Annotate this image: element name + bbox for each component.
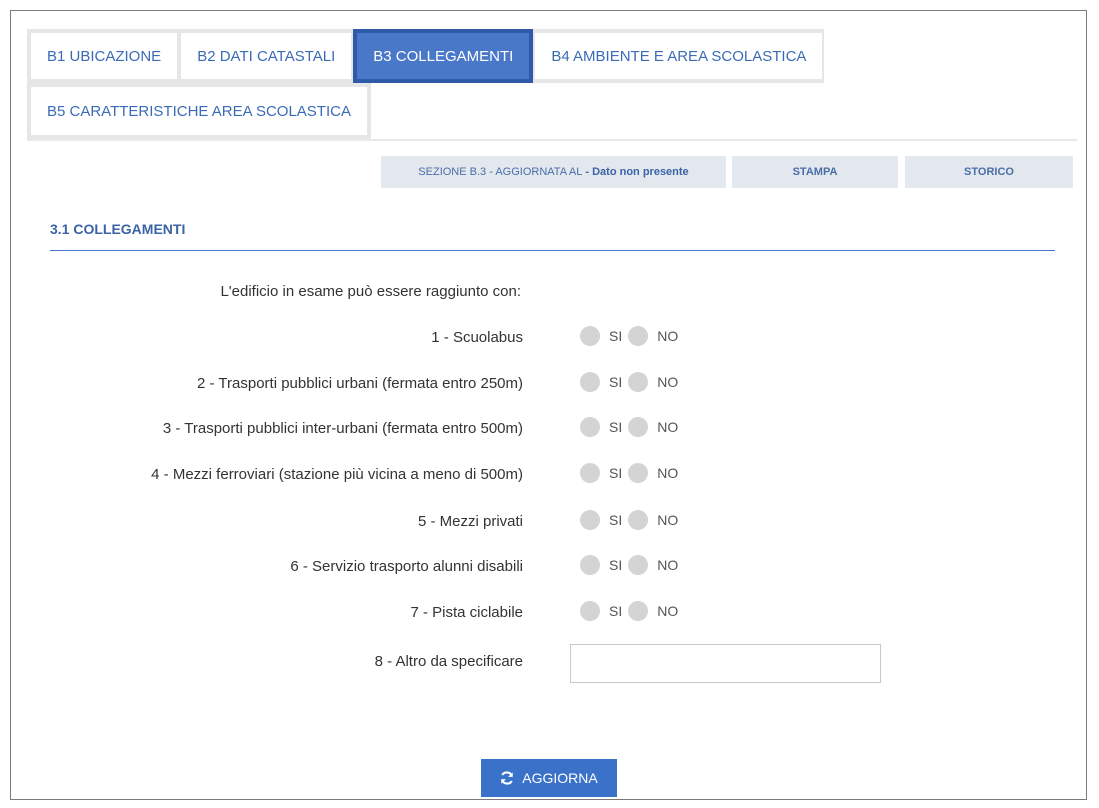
no-label: NO: [657, 419, 679, 435]
question-label: 4 - Mezzi ferroviari (stazione più vicina a meno di 500m): [151, 466, 523, 483]
yes-no-radio-group: [580, 417, 684, 437]
no-label: NO: [657, 512, 679, 528]
question-label: 2 - Trasporti pubblici urbani (fermata entro 250m): [197, 375, 523, 392]
tab-row-1: [27, 29, 1077, 83]
question-row: [11, 552, 1088, 582]
section-divider: [50, 250, 1055, 251]
question-intro: L'edificio in esame può essere raggiunto con:: [220, 283, 521, 300]
section-update-status: [381, 156, 726, 188]
question-row: [11, 414, 1088, 444]
no-radio[interactable]: [628, 372, 648, 392]
yes-radio[interactable]: [580, 417, 600, 437]
yes-radio[interactable]: [580, 510, 600, 530]
other-row: [11, 647, 1088, 677]
other-label: 8 - Altro da specificare: [374, 653, 523, 670]
yes-radio[interactable]: [580, 601, 600, 621]
no-radio[interactable]: [628, 417, 648, 437]
yes-label: SI: [609, 557, 623, 573]
no-radio[interactable]: [628, 510, 648, 530]
no-label: NO: [657, 465, 679, 481]
yes-no-radio-group: [580, 463, 684, 483]
yes-label: SI: [609, 512, 623, 528]
yes-no-radio-group: [580, 372, 684, 392]
update-button-label: AGGIORNA: [522, 770, 598, 786]
tab-row-2: [27, 83, 1077, 139]
question-row: [11, 507, 1088, 537]
yes-radio[interactable]: [580, 372, 600, 392]
no-label: NO: [657, 328, 679, 344]
no-radio[interactable]: [628, 463, 648, 483]
question-label: 1 - Scuolabus: [431, 329, 523, 346]
yes-label: SI: [609, 465, 623, 481]
no-label: NO: [657, 374, 679, 390]
tab-bar: [27, 29, 1077, 139]
section-update-value: - Dato non presente: [585, 166, 689, 178]
yes-label: SI: [609, 603, 623, 619]
yes-radio[interactable]: [580, 463, 600, 483]
yes-label: SI: [609, 374, 623, 390]
yes-no-radio-group: [580, 510, 684, 530]
no-radio[interactable]: [628, 555, 648, 575]
tab-b3-collegamenti[interactable]: B3 COLLEGAMENTI: [353, 29, 533, 83]
no-radio[interactable]: [628, 326, 648, 346]
question-label: 3 - Trasporti pubblici inter-urbani (fermata entro 500m): [162, 420, 523, 437]
history-button[interactable]: STORICO: [905, 156, 1073, 188]
no-label: NO: [657, 557, 679, 573]
section-update-prefix: SEZIONE B.3 - AGGIORNATA AL: [418, 166, 583, 178]
question-row: [11, 323, 1088, 353]
no-label: NO: [657, 603, 679, 619]
yes-radio[interactable]: [580, 326, 600, 346]
tab-b4-ambiente-area-scolastica[interactable]: B4 AMBIENTE E AREA SCOLASTICA: [533, 29, 824, 83]
question-label: 5 - Mezzi privati: [417, 513, 523, 530]
yes-no-radio-group: [580, 555, 684, 575]
update-button[interactable]: [481, 759, 617, 797]
yes-radio[interactable]: [580, 555, 600, 575]
yes-label: SI: [609, 419, 623, 435]
tab-b5-caratteristiche-area-scolastica[interactable]: B5 CARATTERISTICHE AREA SCOLASTICA: [27, 83, 371, 139]
yes-no-radio-group: [580, 326, 684, 346]
yes-label: SI: [609, 328, 623, 344]
other-specify-input[interactable]: [570, 644, 881, 683]
question-label: 6 - Servizio trasporto alunni disabili: [290, 558, 523, 575]
tab-b1-ubicazione[interactable]: B1 UBICAZIONE: [27, 29, 179, 83]
tab-b2-dati-catastali[interactable]: B2 DATI CATASTALI: [179, 29, 353, 83]
question-label: 7 - Pista ciclabile: [410, 604, 523, 621]
question-row: [11, 598, 1088, 628]
tabs-divider: [27, 139, 1077, 141]
yes-no-radio-group: [580, 601, 684, 621]
page-frame: [10, 10, 1087, 800]
question-row: [11, 460, 1088, 490]
question-row: [11, 369, 1088, 399]
print-button[interactable]: STAMPA: [732, 156, 898, 188]
no-radio[interactable]: [628, 601, 648, 621]
section-title: 3.1 COLLEGAMENTI: [50, 221, 186, 237]
refresh-icon: [500, 771, 514, 785]
